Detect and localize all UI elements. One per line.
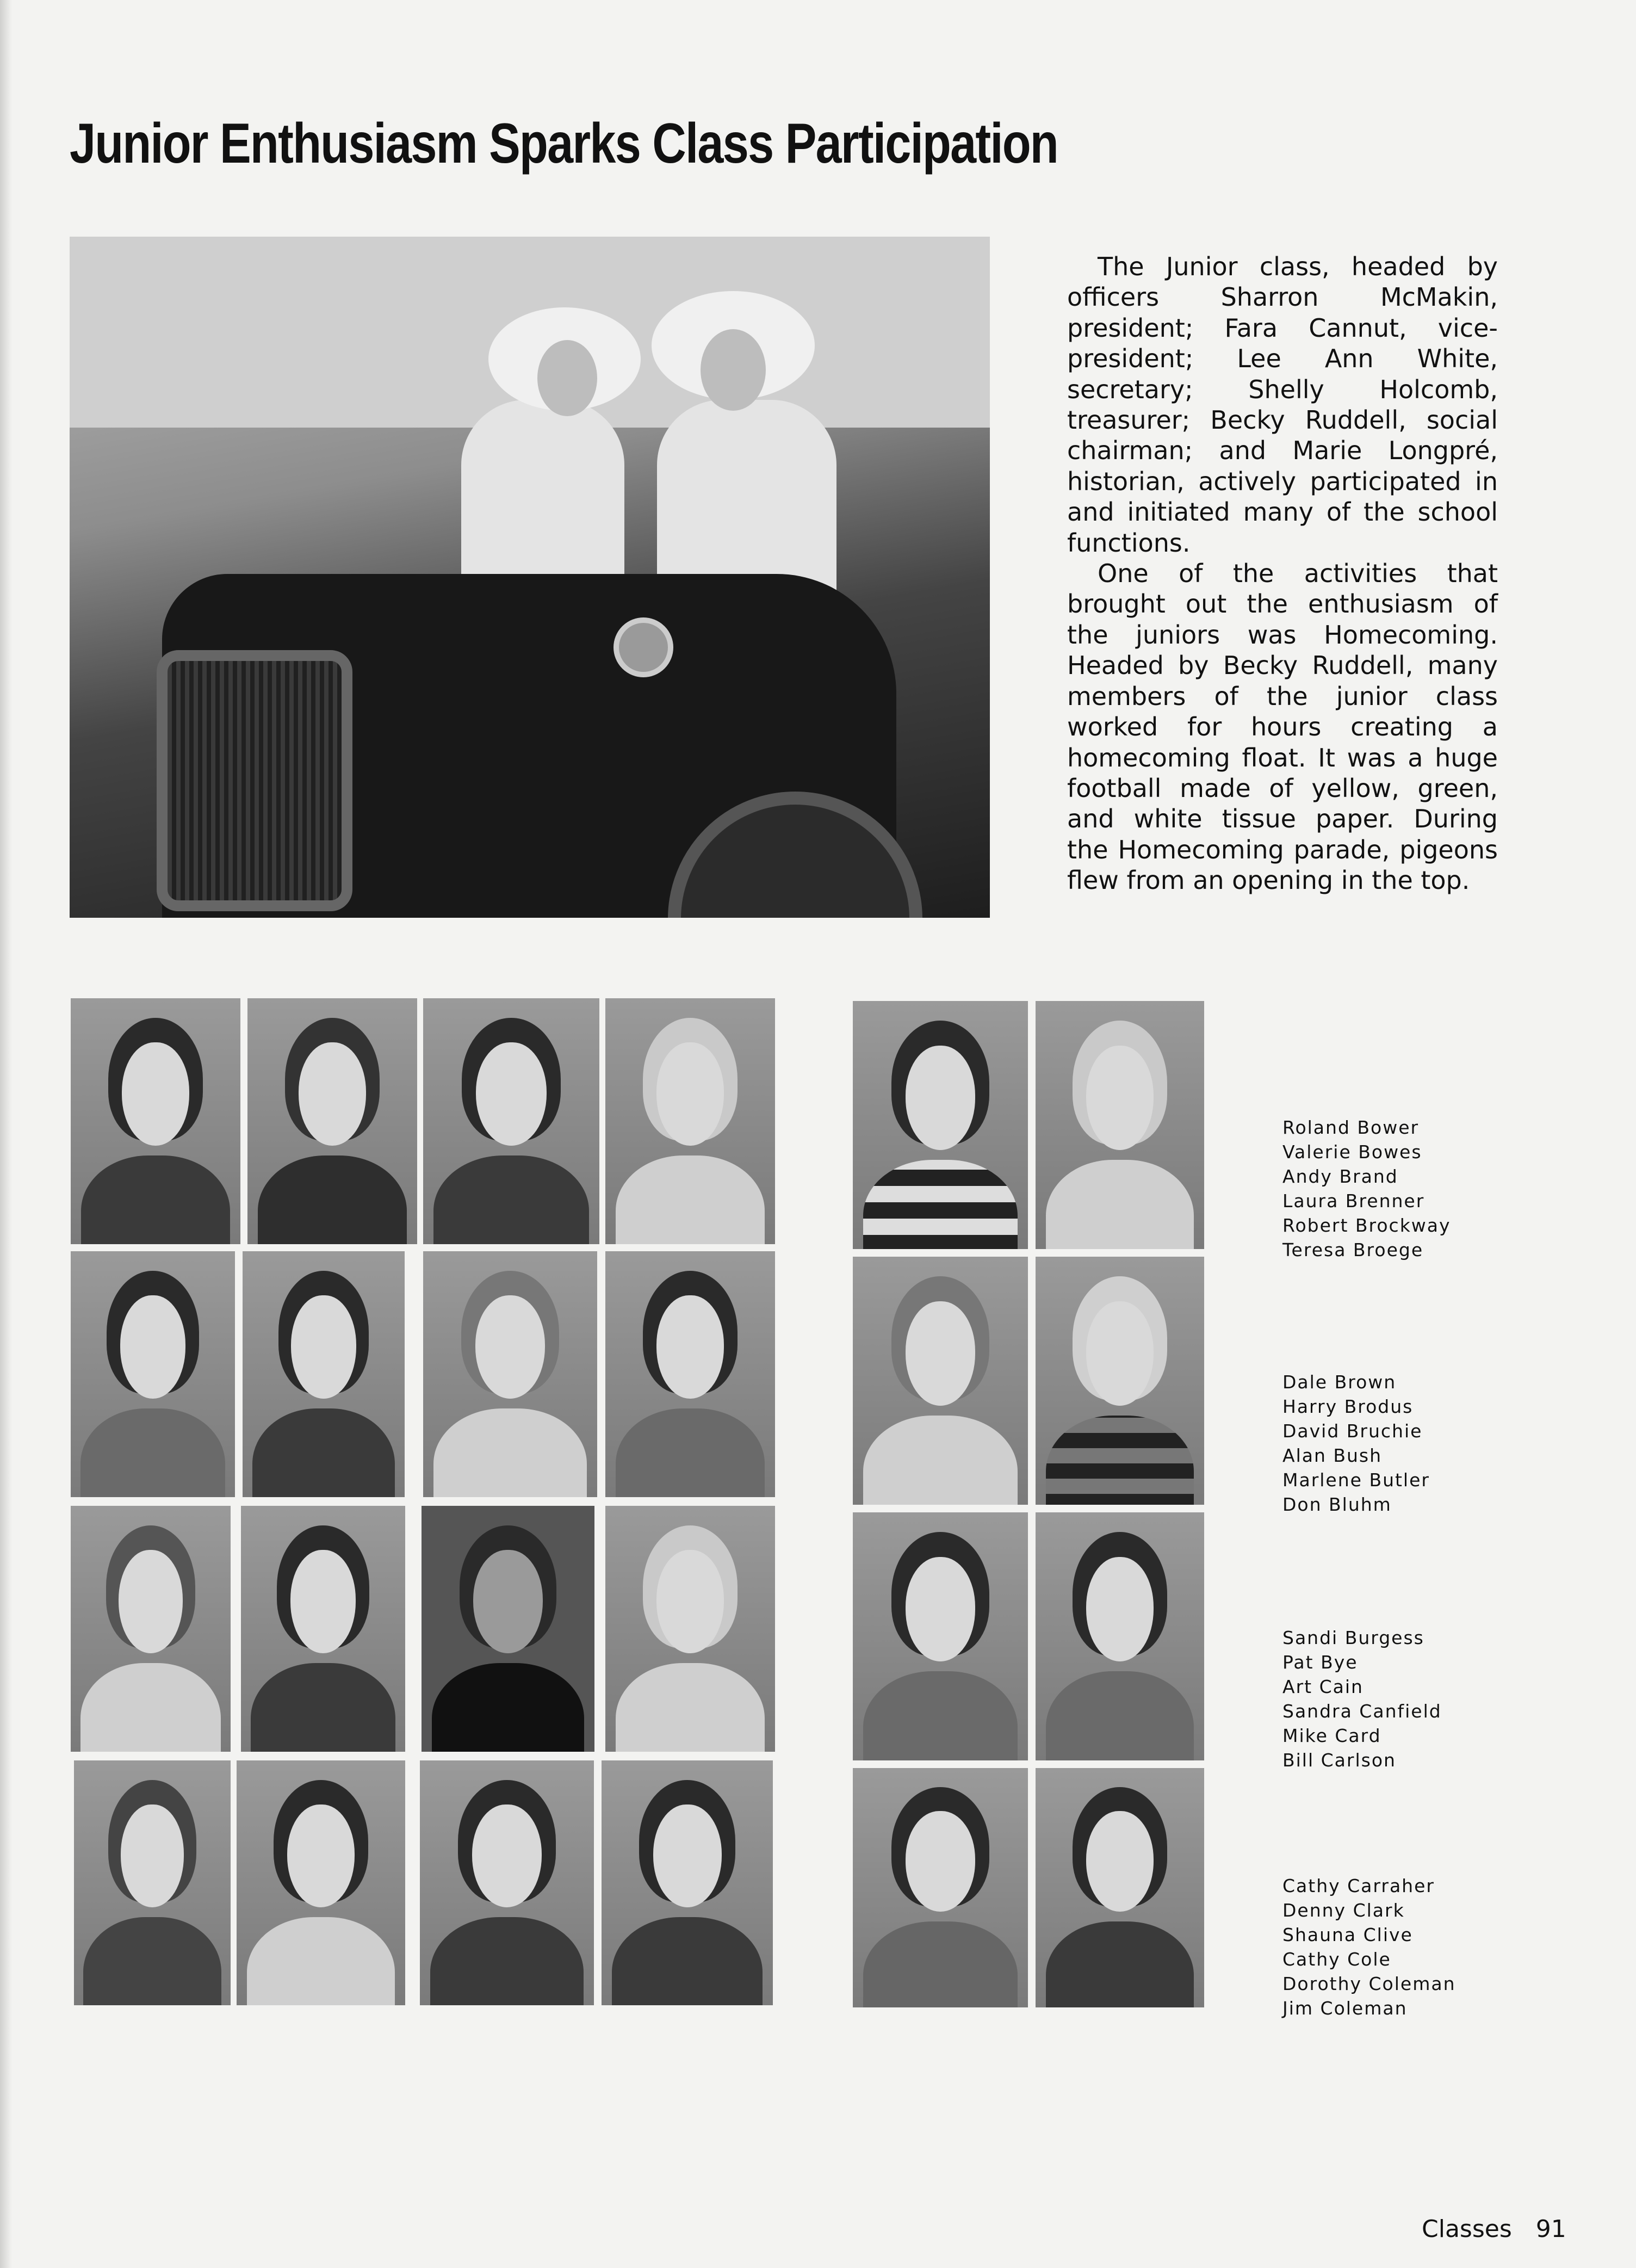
story-text	[1067, 251, 1498, 896]
story-paragraph-1: The Junior class, headed by officers Sharron McMakin, president; Fara Cannut, vice-president; Lee Ann White, secretary; Shelly Holcomb, treasurer; Becky Ruddell, social chairman; and Marie Longpré, historian, actively participated in and initiated many of the school functions.	[1067, 252, 1498, 558]
portrait	[1036, 1512, 1204, 1760]
portrait	[71, 998, 240, 1244]
portrait	[247, 998, 417, 1244]
story-paragraph-2: One of the activities that brought out the enthusiasm of the juniors was Homecoming. Headed by Becky Ruddell, many members of the junior class worked for hours creating a homecoming float. It was a huge football made of yellow, green, and white tissue paper. During the Homecoming parade, pigeons flew from an opening in the top.	[1067, 559, 1498, 895]
name-list-group-1	[1282, 1115, 1500, 1262]
portrait	[71, 1506, 231, 1752]
student-name: Laura Brenner	[1282, 1190, 1425, 1212]
student-name: Robert Brockway	[1282, 1215, 1451, 1236]
portrait	[605, 998, 775, 1244]
page-number: 91	[1535, 2215, 1566, 2243]
student-name: Denny Clark	[1282, 1900, 1405, 1921]
page-footer	[1422, 2215, 1566, 2243]
photo-car-grille	[157, 650, 352, 911]
portrait	[71, 1251, 235, 1497]
student-name: Bill Carlson	[1282, 1750, 1396, 1771]
student-name: Dale Brown	[1282, 1371, 1397, 1393]
photo-face-right	[701, 329, 766, 411]
footer-section-label: Classes	[1422, 2215, 1512, 2243]
student-name: Don Bluhm	[1282, 1494, 1392, 1515]
portrait	[241, 1506, 405, 1752]
portrait	[243, 1251, 405, 1497]
student-name: Cathy Cole	[1282, 1949, 1391, 1970]
name-list-group-3	[1282, 1626, 1500, 1772]
portrait	[602, 1760, 773, 2005]
portrait	[237, 1760, 405, 2005]
portrait	[853, 1512, 1028, 1760]
student-name: Marlene Butler	[1282, 1469, 1430, 1491]
student-name: Harry Brodus	[1282, 1396, 1414, 1417]
student-name: Teresa Broege	[1282, 1239, 1424, 1260]
portrait	[423, 998, 599, 1244]
portrait	[1036, 1768, 1204, 2007]
student-name: Roland Bower	[1282, 1117, 1420, 1138]
student-name: Jim Coleman	[1282, 1998, 1408, 2019]
name-list-group-4	[1282, 1874, 1500, 2020]
page-binding-edge	[0, 0, 12, 2268]
portrait	[1036, 1001, 1204, 1249]
student-name: Mike Card	[1282, 1725, 1381, 1746]
page-headline: Junior Enthusiasm Sparks Class Participation	[70, 112, 1058, 175]
name-list-group-2	[1282, 1370, 1500, 1517]
student-name: Pat Bye	[1282, 1652, 1358, 1673]
portrait	[853, 1768, 1028, 2007]
student-name: Dorothy Coleman	[1282, 1973, 1456, 1994]
vintage-car-photo	[70, 237, 990, 918]
portrait	[420, 1760, 594, 2005]
portrait	[422, 1506, 594, 1752]
portrait	[423, 1251, 597, 1497]
portrait	[853, 1001, 1028, 1249]
portrait	[74, 1760, 231, 2005]
portrait	[605, 1251, 775, 1497]
student-name: Andy Brand	[1282, 1166, 1398, 1187]
student-name: David Bruchie	[1282, 1420, 1423, 1442]
student-name: Sandi Burgess	[1282, 1627, 1424, 1648]
student-name: Art Cain	[1282, 1676, 1364, 1697]
photo-car-side-lamp	[614, 617, 673, 677]
photo-face-left	[537, 340, 597, 416]
student-name: Cathy Carraher	[1282, 1875, 1435, 1896]
student-name: Sandra Canfield	[1282, 1701, 1442, 1722]
portrait	[853, 1257, 1028, 1505]
portrait	[1036, 1257, 1204, 1505]
portrait	[605, 1506, 775, 1752]
student-name: Valerie Bowes	[1282, 1141, 1422, 1163]
student-name: Alan Bush	[1282, 1445, 1383, 1466]
student-name: Shauna Clive	[1282, 1924, 1413, 1945]
